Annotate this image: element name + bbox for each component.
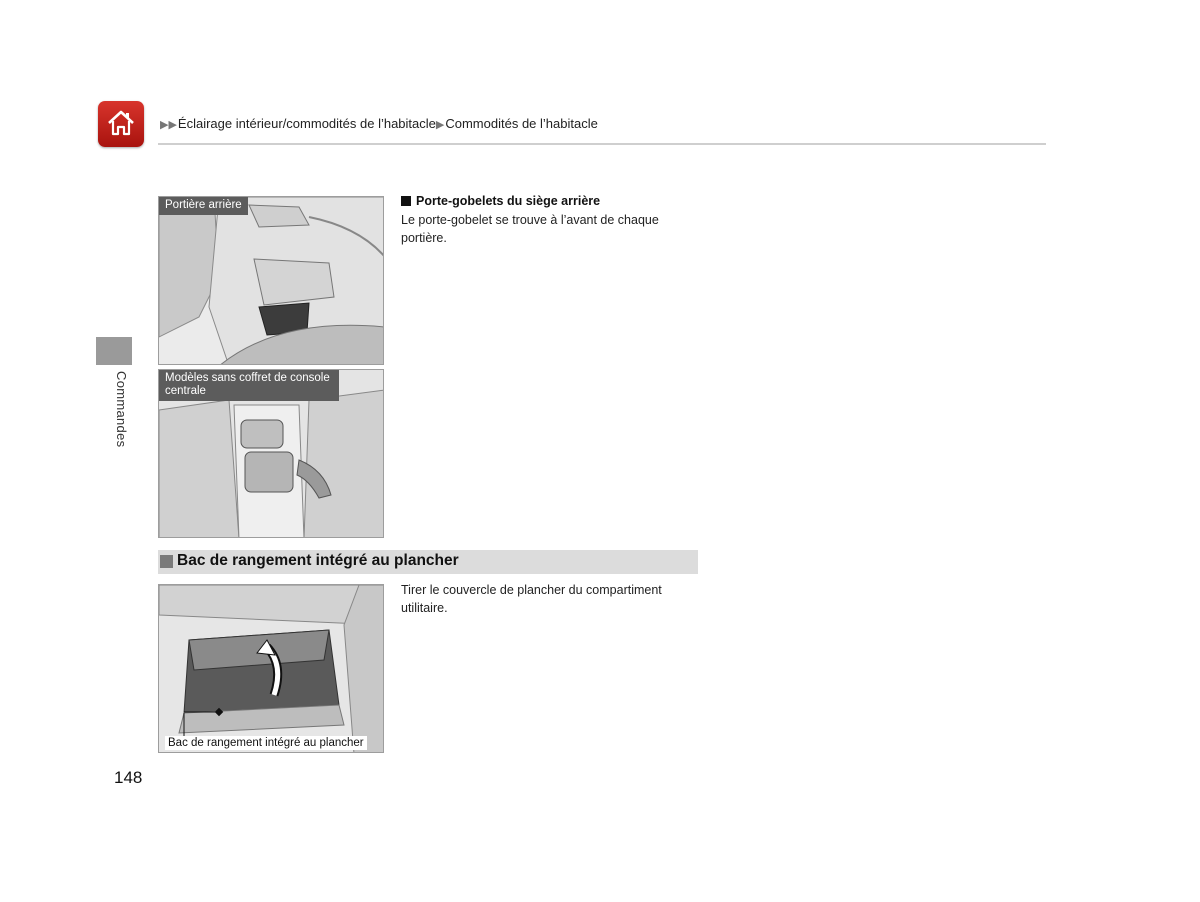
chapter-label: Commandes <box>114 371 129 448</box>
figure-label: Portière arrière <box>159 197 248 215</box>
home-icon <box>105 107 137 139</box>
breadcrumb-level2[interactable]: Commodités de l’habitacle <box>445 116 598 131</box>
figure-caption: Bac de rangement intégré au plancher <box>165 736 367 750</box>
chapter-tab[interactable] <box>96 337 132 365</box>
rear-door-illustration <box>158 196 384 365</box>
home-button[interactable] <box>98 101 144 147</box>
console-cupholder-illustration <box>158 369 384 538</box>
breadcrumb <box>160 116 598 131</box>
breadcrumb-level1-link[interactable]: Éclairage intérieur/commodités de l’habitacle <box>177 116 436 131</box>
cupholder-heading <box>401 194 600 208</box>
breadcrumb-separator: ▶ <box>435 119 445 131</box>
breadcrumb-arrows: ▶▶ <box>160 119 177 131</box>
floor-storage-description: Tirer le couvercle de plancher du compartiment utilitaire. <box>401 583 662 615</box>
cupholder-heading-text: Porte-gobelets du siège arrière <box>416 194 601 208</box>
figure-label: Modèles sans coffret de console centrale <box>159 370 339 401</box>
section-header <box>158 550 698 574</box>
square-bullet-icon <box>401 196 411 206</box>
header-divider <box>158 143 1046 145</box>
section-square-icon <box>160 555 173 568</box>
cupholder-description: Le porte-gobelet se trouve à l’avant de chaque portière. <box>401 213 659 245</box>
floor-storage-illustration <box>158 584 384 753</box>
section-title: Bac de rangement intégré au plancher <box>177 552 459 569</box>
page-number: 148 <box>114 768 143 787</box>
